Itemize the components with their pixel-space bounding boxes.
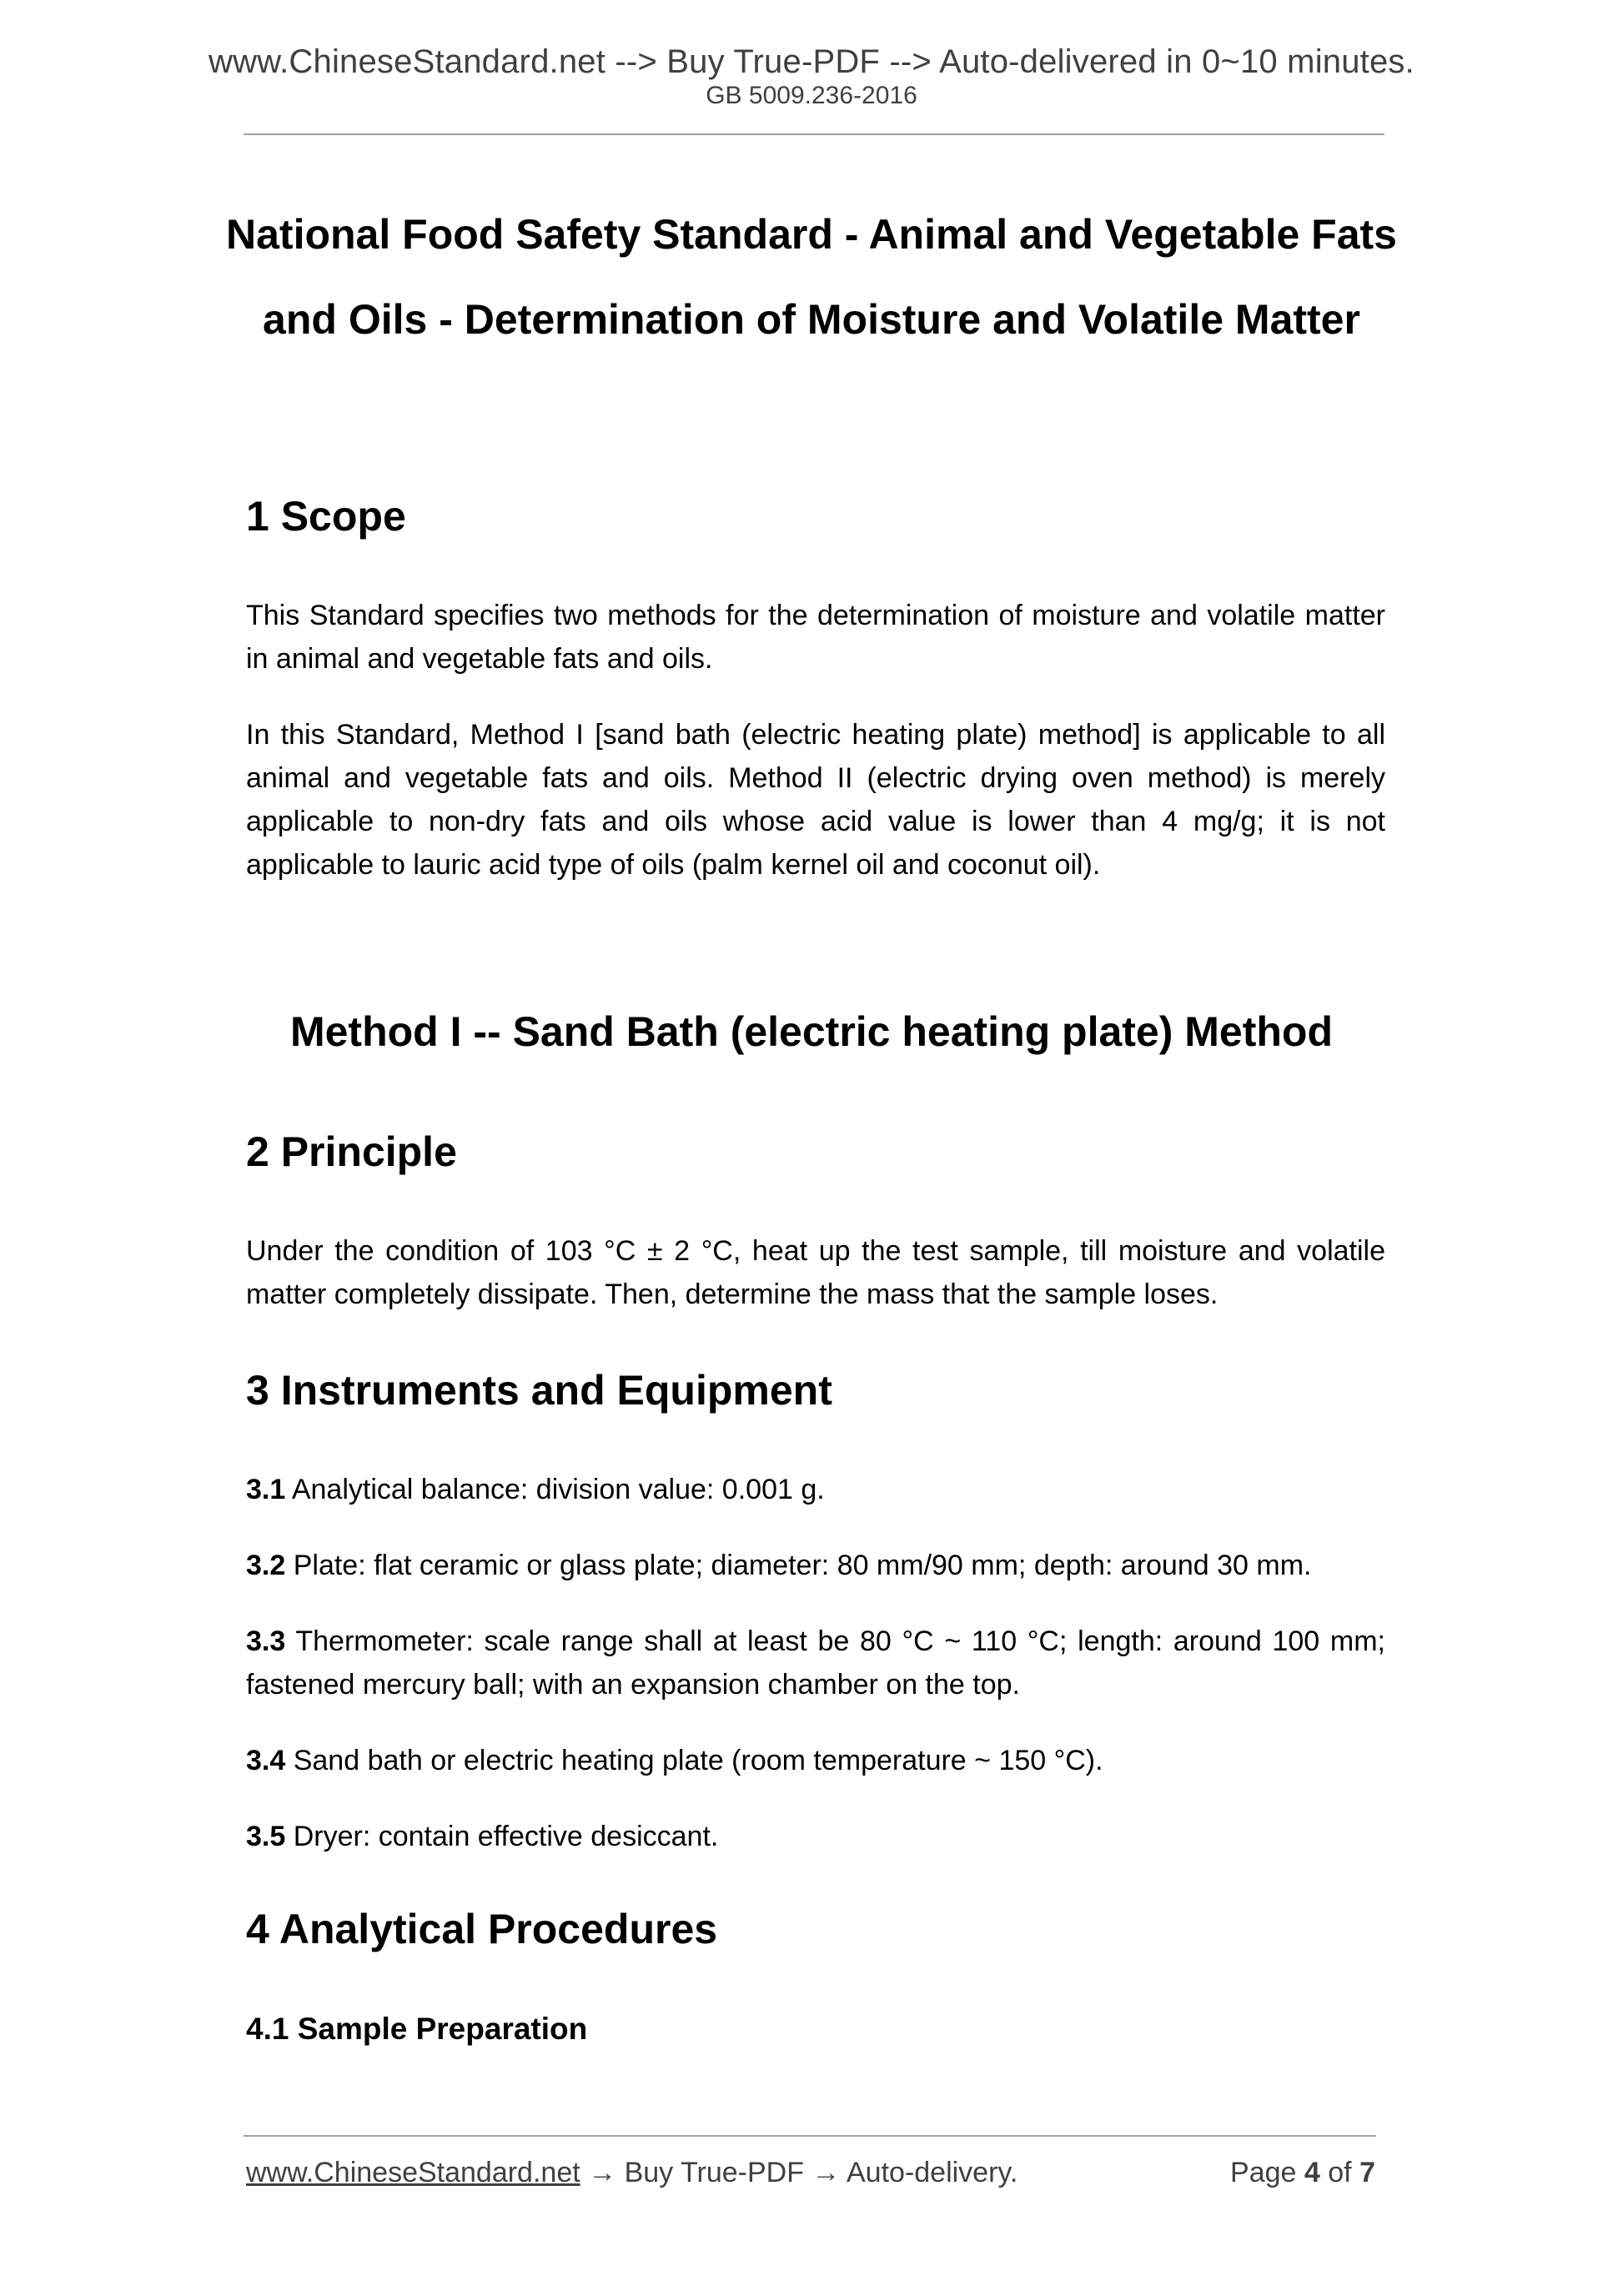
item-text: Dryer: contain effective desiccant. <box>293 1821 719 1852</box>
total-pages: 7 <box>1359 2157 1375 2188</box>
footer-link <box>246 2157 1018 2189</box>
header-divider <box>244 133 1384 135</box>
principle-paragraph: Under the condition of 103 °C ± 2 °C, heat up the test sample, till moisture and volatile matter completely dissipate. Then, determine the mass that the sample loses. <box>246 1235 1385 1310</box>
item-number: 3.2 <box>246 1550 286 1581</box>
section-heading-instruments: 3 Instruments and Equipment <box>246 1367 832 1414</box>
item-number: 3.3 <box>246 1625 286 1657</box>
footer-url-link[interactable]: www.ChineseStandard.net <box>246 2157 580 2188</box>
list-item <box>246 1739 1385 1782</box>
section-heading-scope: 1 Scope <box>246 493 406 540</box>
section-heading-principle: 2 Principle <box>246 1128 457 1175</box>
footer-divider <box>244 2135 1376 2137</box>
subsection-heading-sample-preparation: 4.1 Sample Preparation <box>246 2012 588 2046</box>
header-banner: www.ChineseStandard.net --> Buy True-PDF --> Auto-delivered in 0~10 minutes. <box>209 43 1414 80</box>
item-text: Thermometer: scale range shall at least be 80 °C ~ 110 °C; length: around 100 mm; fastened mercury ball; with an expansion chamber on the top. <box>246 1625 1385 1701</box>
section-heading-procedures: 4 Analytical Procedures <box>246 1906 718 1952</box>
scope-paragraph-2: In this Standard, Method I [sand bath (electric heating plate) method] is applicable to all animal and vegetable fats and oils. Method II (electric drying oven method) is merely applicable to non-dry fats and oils whose acid value is lower than 4 mg/g; it is not applicable to lauric acid type of oils (palm kernel oil and coconut oil). <box>246 719 1385 881</box>
item-number: 3.1 <box>246 1474 286 1505</box>
page-indicator <box>1230 2157 1375 2189</box>
method-heading: Method I -- Sand Bath (electric heating plate) Method <box>289 1008 1334 1055</box>
page-number: 4 <box>1304 2157 1320 2188</box>
document-title: National Food Safety Standard - Animal and Vegetable Fats and Oils - Determination of Moisture and Volatile Matter <box>226 211 1397 343</box>
list-item <box>246 1544 1385 1587</box>
scope-paragraph-1: This Standard specifies two methods for the determination of moisture and volatile matter in animal and vegetable fats and oils. <box>246 600 1385 675</box>
item-text: Sand bath or electric heating plate (room temperature ~ 150 °C). <box>293 1745 1103 1776</box>
of-label: of <box>1328 2157 1352 2188</box>
item-number: 3.5 <box>246 1821 286 1852</box>
list-item <box>246 1815 1385 1858</box>
item-text: Plate: flat ceramic or glass plate; diameter: 80 mm/90 mm; depth: around 30 mm. <box>293 1550 1312 1581</box>
footer-link-tail: → Buy True-PDF → Auto-delivery. <box>580 2157 1018 2188</box>
standard-number: GB 5009.236-2016 <box>706 82 917 109</box>
item-text: Analytical balance: division value: 0.001 g. <box>291 1474 825 1505</box>
list-item <box>246 1620 1385 1706</box>
item-number: 3.4 <box>246 1745 286 1776</box>
list-item <box>246 1468 1385 1511</box>
page-label: Page <box>1230 2157 1297 2188</box>
